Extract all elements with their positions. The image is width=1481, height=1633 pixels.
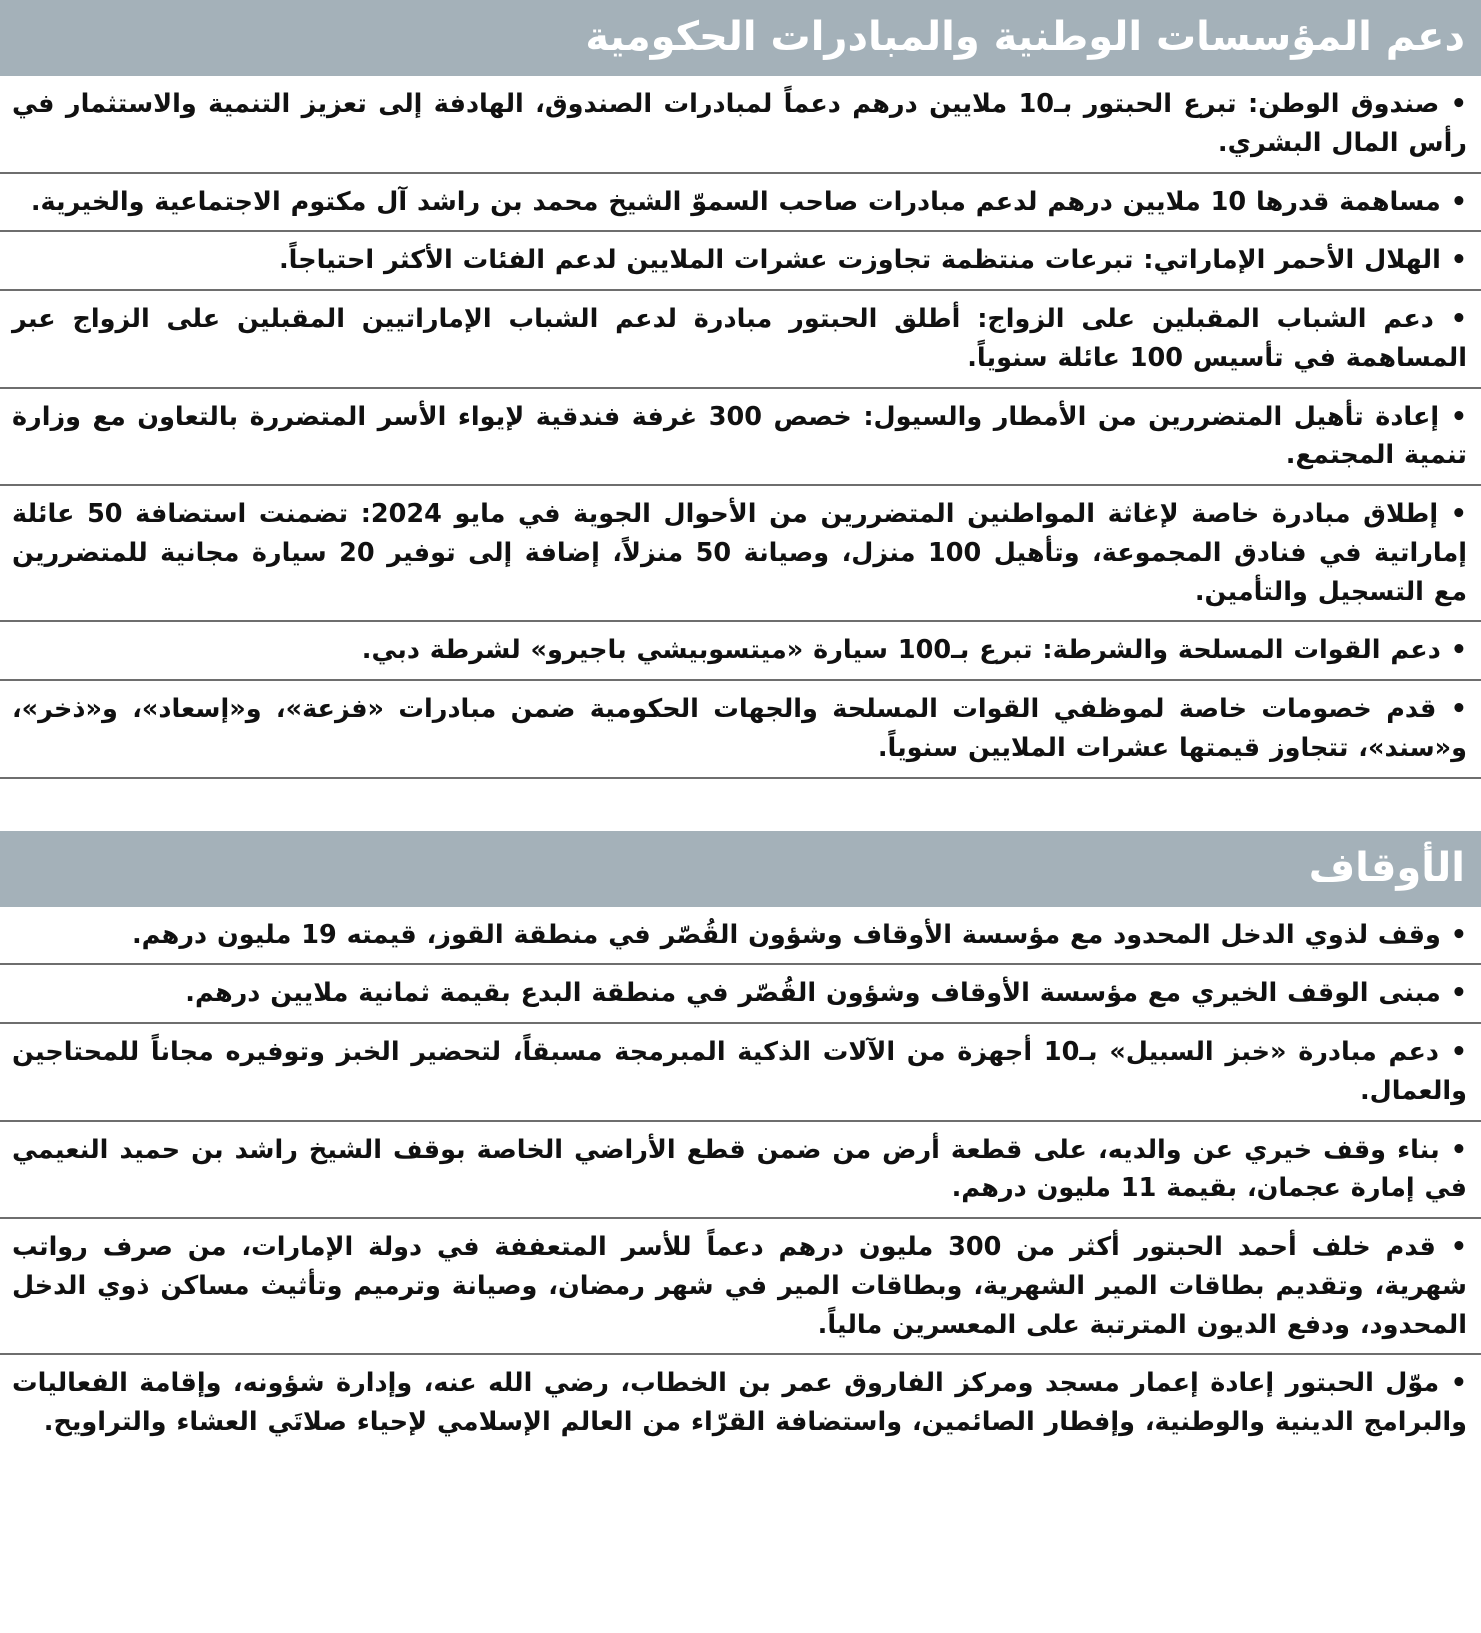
list-item-text: • دعم الشباب المقبلين على الزواج: أطلق الحبتور مبادرة لدعم الشباب الإماراتيين المقبلين على الزواج عبر المساهمة في تأسيس 100 عائلة سنوياً. <box>12 304 1467 373</box>
list-item-text: • موّل الحبتور إعادة إعمار مسجد ومركز الفاروق عمر بن الخطاب، رضي الله عنه، وإدارة شؤونه، وإقامة الفعاليات والبرامج الدينية والوطنية، وإفطار الصائمين، واستضافة القرّاء من العالم الإسلامي لإحياء صلاتَي العشاء والتراويح. <box>12 1368 1467 1437</box>
list-item-text: • صندوق الوطن: تبرع الحبتور بـ10 ملايين درهم دعماً لمبادرات الصندوق، الهادفة إلى تعزيز التنمية والاستثمار في رأس المال البشري. <box>12 89 1467 158</box>
list-item-text: • دعم مبادرة «خبز السبيل» بـ10 أجهزة من الآلات الذكية المبرمجة مسبقاً، لتحضير الخبز وتوفيره مجاناً للمحتاجين والعمال. <box>12 1037 1468 1106</box>
list-item <box>0 1219 1481 1355</box>
list-item-text: • قدم خلف أحمد الحبتور أكثر من 300 مليون درهم دعماً للأسر المتعففة في دولة الإمارات، من صرف رواتب شهرية، وتقديم بطاقات المير الشهرية، وبطاقات المير في شهر رمضان، وصيانة وترميم وتأثيث مساكن ذوي الدخل المحدود، ودفع الديون المترتبة على المعسرين مالياً. <box>12 1232 1467 1340</box>
list-item-text: • قدم خصومات خاصة لموظفي القوات المسلحة والجهات الحكومية ضمن مبادرات «فزعة»، و«إسعاد»، و«ذخر»، و«سند»، تتجاوز قيمتها عشرات الملايين سنوياً. <box>12 694 1467 763</box>
section-header-national-institutions: دعم المؤسسات الوطنية والمبادرات الحكومية <box>0 0 1481 76</box>
list-item <box>0 1122 1481 1220</box>
section-header-endowments: الأوقاف <box>0 831 1481 907</box>
list-item-text: • مساهمة قدرها 10 ملايين درهم لدعم مبادرات صاحب السموّ الشيخ محمد بن راشد آل مكتوم الاجتماعية والخيرية. <box>30 186 1467 217</box>
bullet-list-national-institutions <box>0 76 1481 777</box>
section-spacer <box>0 779 1481 831</box>
bullet-list-endowments <box>0 907 1481 1451</box>
list-item-text: • وقف لذوي الدخل المحدود مع مؤسسة الأوقاف وشؤون القُصّر في منطقة القوز، قيمته 19 مليون درهم. <box>132 919 1467 950</box>
list-item <box>0 1024 1481 1122</box>
list-item-text: • إعادة تأهيل المتضررين من الأمطار والسيول: خصص 300 غرفة فندقية لإيواء الأسر المتضررة بالتعاون مع وزارة تنمية المجتمع. <box>12 401 1468 471</box>
list-item-text: • مبنى الوقف الخيري مع مؤسسة الأوقاف وشؤون القُصّر في منطقة البدع بقيمة ثمانية ملايين درهم. <box>185 978 1467 1009</box>
list-item <box>0 681 1481 777</box>
list-item <box>0 907 1481 966</box>
list-item <box>0 389 1481 487</box>
list-item-text: • إطلاق مبادرة خاصة لإغاثة المواطنين المتضررين من الأحوال الجوية في مايو 2024: تضمنت استضافة 50 عائلة إماراتية في فنادق المجموعة، وتأهيل 100 منزل، وصيانة 50 منزلاً، إضافة إلى توفير 20 سيارة مجانية للمتضررين مع التسجيل والتأمين. <box>12 499 1468 607</box>
list-item-text: • دعم القوات المسلحة والشرطة: تبرع بـ100 سيارة «ميتسوبيشي باجيرو» لشرطة دبي. <box>361 635 1467 666</box>
list-item <box>0 291 1481 389</box>
section-endowments <box>0 831 1481 1451</box>
list-item-text: • الهلال الأحمر الإماراتي: تبرعات منتظمة تجاوزت عشرات الملايين لدعم الفئات الأكثر احتياجاً. <box>278 245 1467 276</box>
list-item <box>0 1355 1481 1451</box>
list-item <box>0 174 1481 233</box>
list-item-text: • بناء وقف خيري عن والديه، على قطعة أرض من ضمن قطع الأراضي الخاصة بوقف الشيخ راشد بن حميد النعيمي في إمارة عجمان، بقيمة 11 مليون درهم. <box>12 1134 1467 1204</box>
list-item <box>0 232 1481 291</box>
list-item <box>0 486 1481 622</box>
list-item <box>0 965 1481 1024</box>
list-item <box>0 622 1481 681</box>
list-item <box>0 76 1481 174</box>
section-national-institutions <box>0 0 1481 779</box>
